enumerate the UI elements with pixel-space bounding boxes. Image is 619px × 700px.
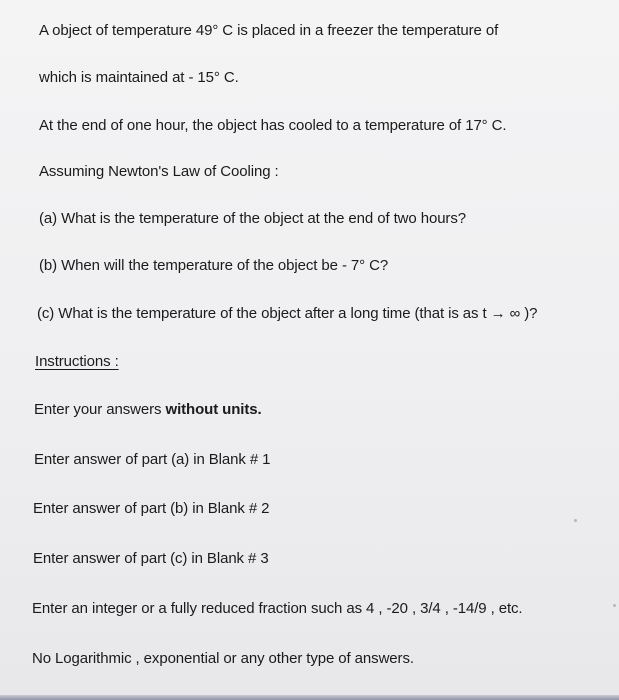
units-instruction-bold: without units. (165, 401, 262, 418)
question-b: (b) When will the temperature of the object be - 7° C? (39, 257, 389, 274)
problem-line-2: which is maintained at - 15° C. (39, 69, 239, 86)
blank-2-instruction: Enter answer of part (b) in Blank # 2 (33, 500, 270, 517)
speck-mark (574, 519, 577, 522)
blank-3-instruction: Enter answer of part (c) in Blank # 3 (33, 550, 269, 567)
problem-line-1: A object of temperature 49° C is placed in a freezer the temperature of (39, 22, 499, 39)
answer-restriction-instruction: No Logarithmic , exponential or any other type of answers. (32, 650, 414, 667)
answer-format-instruction: Enter an integer or a fully reduced fraction such as 4 , -20 , 3/4 , -14/9 , etc. (32, 600, 523, 617)
units-instruction (34, 400, 262, 420)
units-instruction-prefix: Enter your answers (34, 401, 166, 418)
question-a: (a) What is the temperature of the object at the end of two hours? (39, 210, 466, 227)
newton-law-line: Assuming Newton's Law of Cooling : (39, 163, 279, 180)
question-c: (c) What is the temperature of the object after a long time (that is as t → ∞ )? (37, 305, 538, 322)
problem-line-3: At the end of one hour, the object has cooled to a temperature of 17° C. (39, 117, 507, 134)
page-bottom-edge (0, 695, 619, 700)
speck-mark (613, 604, 616, 607)
instructions-heading: Instructions : (35, 353, 119, 370)
blank-1-instruction: Enter answer of part (a) in Blank # 1 (34, 451, 271, 468)
